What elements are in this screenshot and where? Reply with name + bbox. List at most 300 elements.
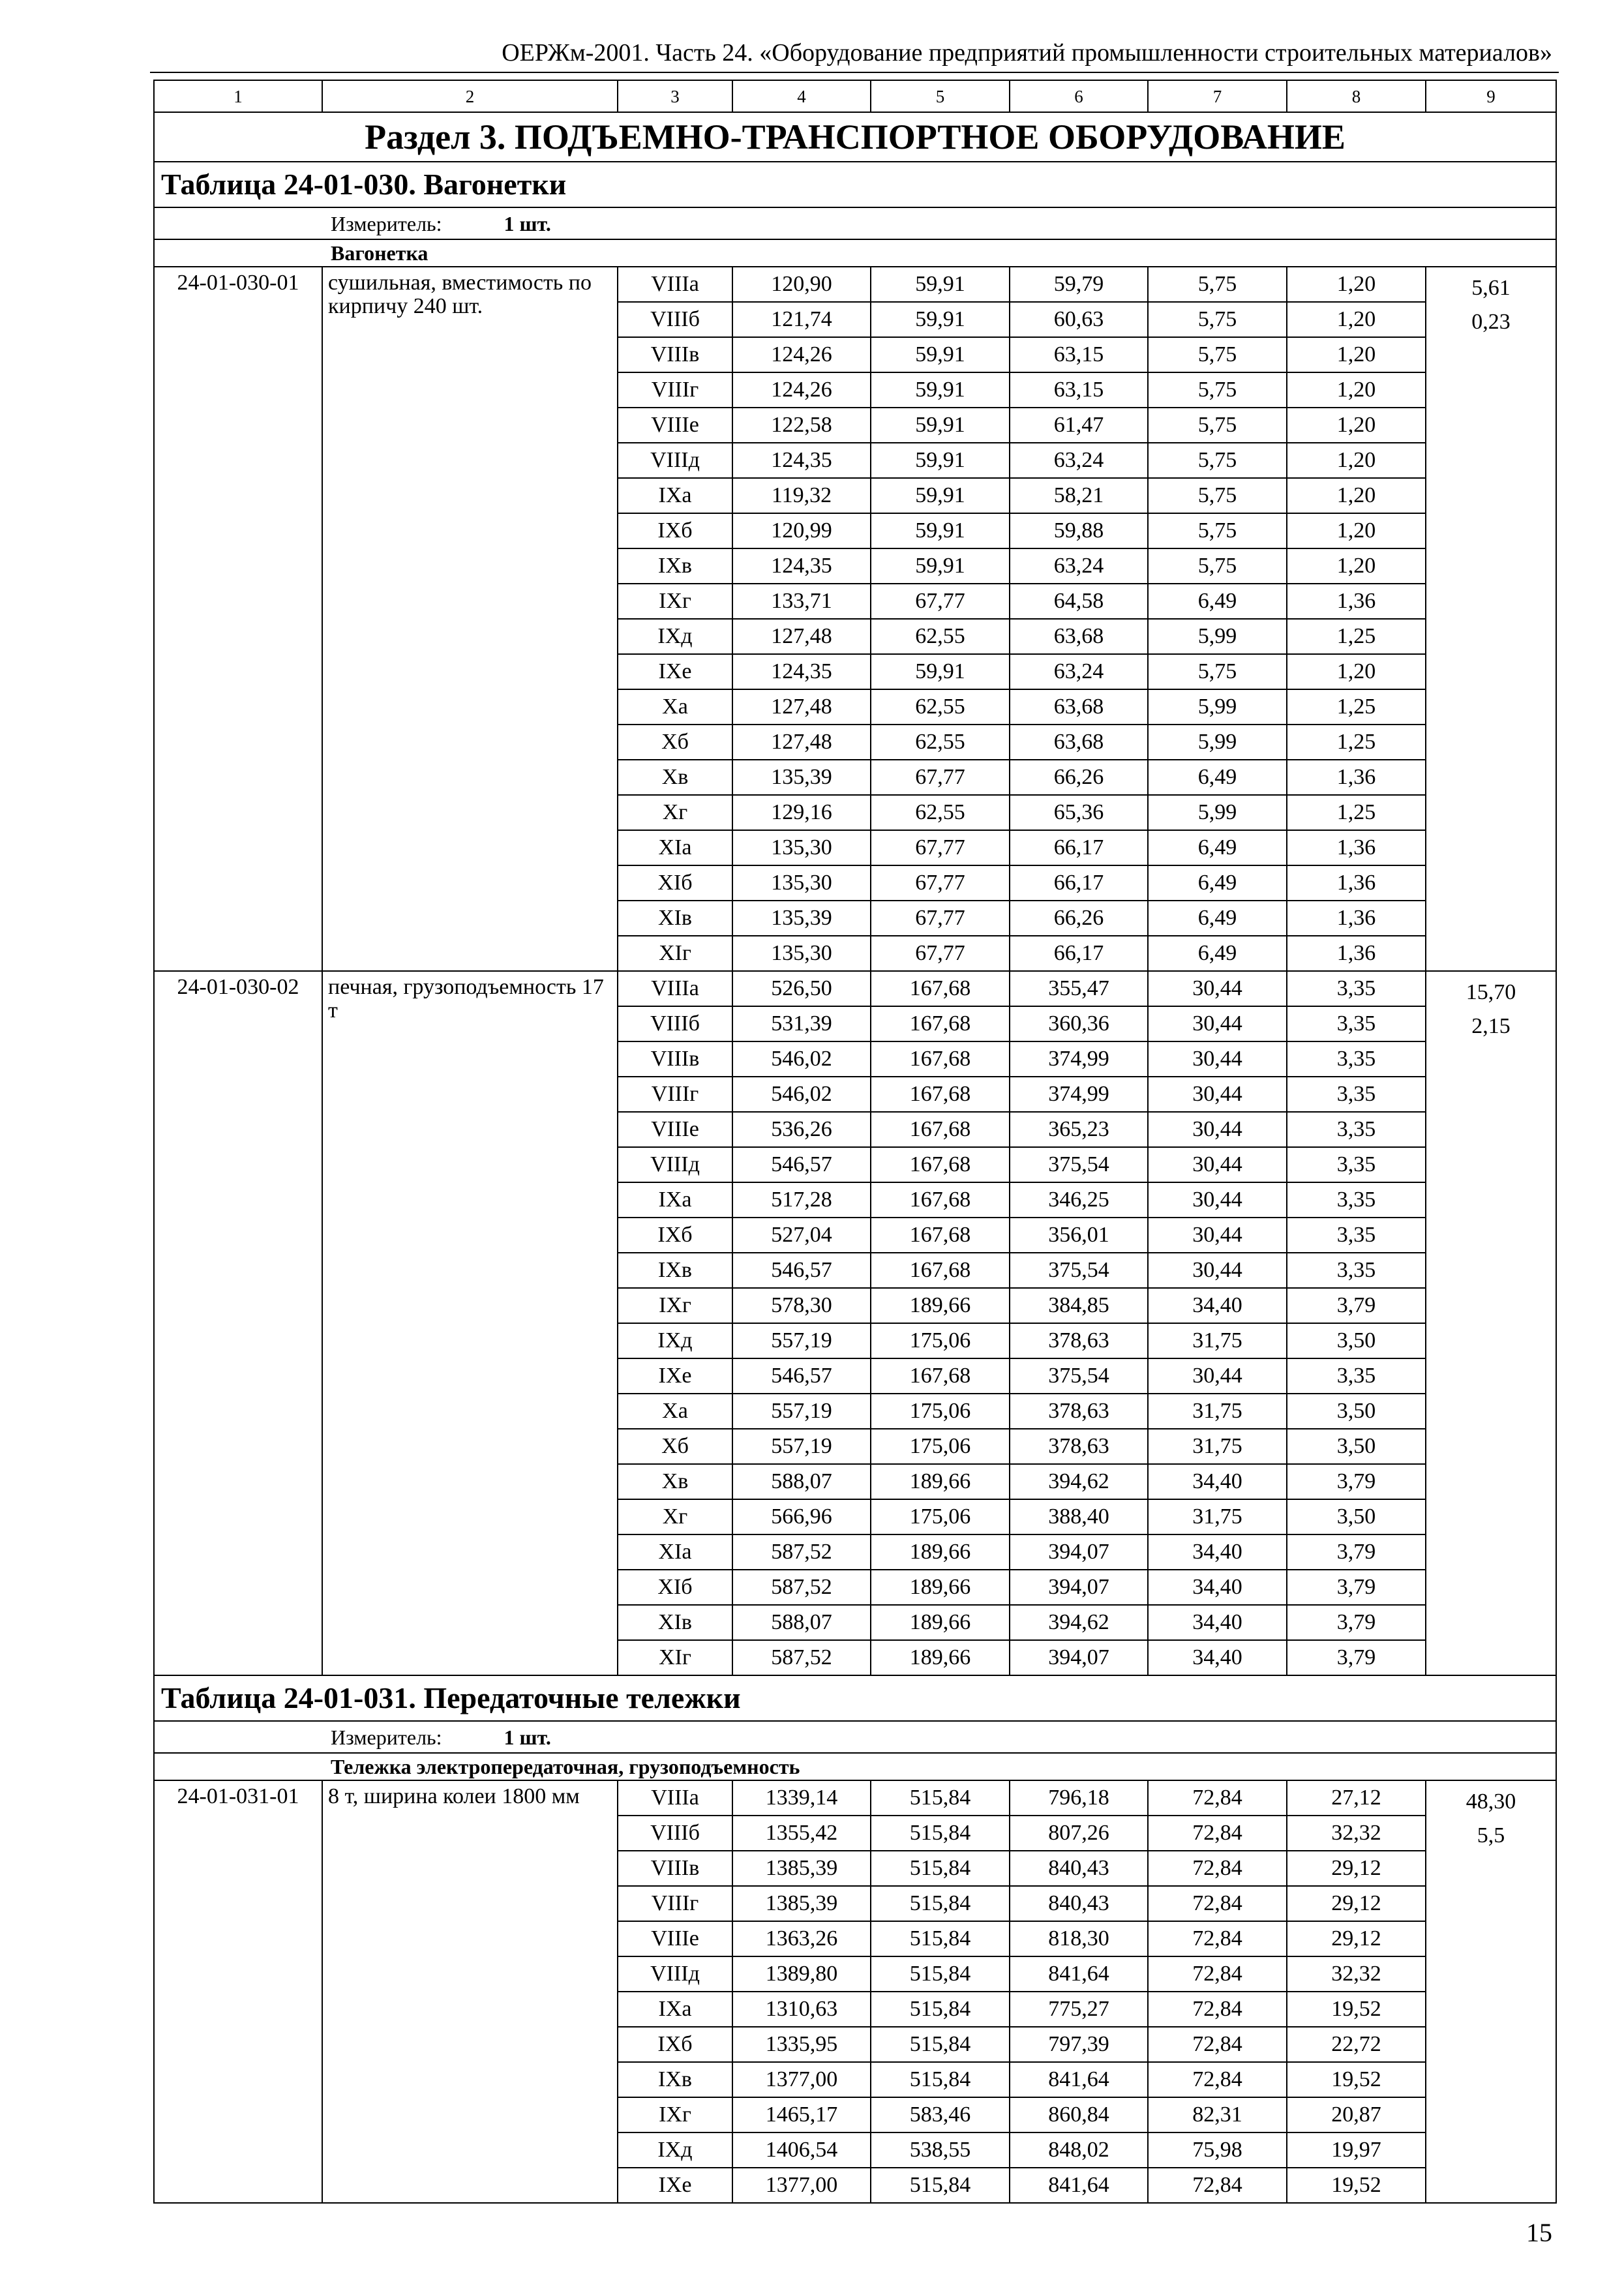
value-cell: 587,52: [732, 1640, 871, 1675]
value-cell: 19,52: [1287, 2062, 1426, 2097]
resource-value: 48,30: [1466, 1789, 1516, 1814]
value-cell: 5,99: [1148, 795, 1287, 830]
item-description: сушильная, вместимость по кирпичу 240 шт.: [322, 267, 618, 971]
value-cell: 1,20: [1287, 302, 1426, 337]
value-cell: 515,84: [871, 2062, 1010, 2097]
resource-value: 0,23: [1471, 310, 1511, 334]
value-cell: 72,84: [1148, 1956, 1287, 1992]
value-cell: 72,84: [1148, 2062, 1287, 2097]
value-cell: 67,77: [871, 936, 1010, 971]
class-cell: VIIIе: [618, 1112, 732, 1147]
value-cell: 1,36: [1287, 936, 1426, 971]
value-cell: 1,36: [1287, 865, 1426, 901]
value-cell: 31,75: [1148, 1429, 1287, 1464]
value-cell: 34,40: [1148, 1288, 1287, 1323]
value-cell: 588,07: [732, 1464, 871, 1499]
value-cell: 63,68: [1010, 725, 1148, 760]
column-number: 8: [1287, 80, 1426, 112]
value-cell: 59,91: [871, 372, 1010, 408]
value-cell: 807,26: [1010, 1816, 1148, 1851]
value-cell: 124,35: [732, 443, 871, 478]
value-cell: 175,06: [871, 1394, 1010, 1429]
value-cell: 167,68: [871, 1006, 1010, 1041]
class-cell: IXд: [618, 619, 732, 654]
value-cell: 133,71: [732, 584, 871, 619]
class-cell: XIа: [618, 830, 732, 865]
value-cell: 394,07: [1010, 1534, 1148, 1570]
class-cell: Xг: [618, 1499, 732, 1534]
value-cell: 30,44: [1148, 1182, 1287, 1218]
value-cell: 30,44: [1148, 1147, 1287, 1182]
value-cell: 374,99: [1010, 1077, 1148, 1112]
column-number: 2: [322, 80, 618, 112]
value-cell: 355,47: [1010, 971, 1148, 1006]
value-cell: 64,58: [1010, 584, 1148, 619]
value-cell: 135,30: [732, 936, 871, 971]
value-cell: 6,49: [1148, 830, 1287, 865]
value-cell: 5,99: [1148, 619, 1287, 654]
value-cell: 1377,00: [732, 2062, 871, 2097]
value-cell: 841,64: [1010, 1956, 1148, 1992]
value-cell: 3,35: [1287, 1006, 1426, 1041]
value-cell: 797,39: [1010, 2027, 1148, 2062]
value-cell: 59,91: [871, 654, 1010, 689]
value-cell: 5,99: [1148, 689, 1287, 725]
column-number: 9: [1426, 80, 1556, 112]
value-cell: 59,91: [871, 267, 1010, 302]
value-cell: 5,75: [1148, 337, 1287, 372]
value-cell: 189,66: [871, 1640, 1010, 1675]
class-cell: VIIIб: [618, 302, 732, 337]
value-cell: 557,19: [732, 1429, 871, 1464]
value-cell: 841,64: [1010, 2168, 1148, 2203]
value-cell: 1465,17: [732, 2097, 871, 2132]
value-cell: 167,68: [871, 1147, 1010, 1182]
value-cell: 1385,39: [732, 1886, 871, 1921]
class-cell: VIIIд: [618, 1147, 732, 1182]
value-cell: 1,20: [1287, 478, 1426, 513]
value-cell: 3,50: [1287, 1429, 1426, 1464]
value-cell: 19,52: [1287, 1992, 1426, 2027]
class-cell: Xб: [618, 725, 732, 760]
value-cell: 394,62: [1010, 1464, 1148, 1499]
value-cell: 1,25: [1287, 619, 1426, 654]
value-cell: 30,44: [1148, 1041, 1287, 1077]
value-cell: 378,63: [1010, 1323, 1148, 1358]
value-cell: 72,84: [1148, 2027, 1287, 2062]
value-cell: 127,48: [732, 619, 871, 654]
meter-label: Измеритель:: [331, 211, 442, 235]
value-cell: 67,77: [871, 584, 1010, 619]
meter-cell: [154, 207, 1556, 239]
value-cell: 29,12: [1287, 1886, 1426, 1921]
class-cell: IXг: [618, 2097, 732, 2132]
value-cell: 135,30: [732, 865, 871, 901]
value-cell: 1,20: [1287, 654, 1426, 689]
class-cell: XIб: [618, 865, 732, 901]
value-cell: 515,84: [871, 1992, 1010, 2027]
value-cell: 189,66: [871, 1570, 1010, 1605]
value-cell: 124,26: [732, 337, 871, 372]
value-cell: 1,36: [1287, 901, 1426, 936]
value-cell: 189,66: [871, 1534, 1010, 1570]
value-cell: 1,25: [1287, 689, 1426, 725]
class-cell: IXе: [618, 1358, 732, 1394]
value-cell: 59,79: [1010, 267, 1148, 302]
value-cell: 546,57: [732, 1147, 871, 1182]
meter-row: [154, 1721, 1556, 1753]
value-cell: 82,31: [1148, 2097, 1287, 2132]
value-cell: 3,79: [1287, 1570, 1426, 1605]
value-cell: 29,12: [1287, 1921, 1426, 1956]
value-cell: 67,77: [871, 865, 1010, 901]
value-cell: 5,75: [1148, 372, 1287, 408]
value-cell: 67,77: [871, 760, 1010, 795]
value-cell: 515,84: [871, 1886, 1010, 1921]
value-cell: 1,36: [1287, 830, 1426, 865]
value-cell: 32,32: [1287, 1816, 1426, 1851]
class-cell: Xб: [618, 1429, 732, 1464]
value-cell: 515,84: [871, 2168, 1010, 2203]
value-cell: 3,79: [1287, 1605, 1426, 1640]
table-row: [154, 1780, 1556, 1816]
value-cell: 848,02: [1010, 2132, 1148, 2168]
value-cell: 5,75: [1148, 443, 1287, 478]
value-cell: 72,84: [1148, 1816, 1287, 1851]
value-cell: 63,24: [1010, 654, 1148, 689]
value-cell: 135,39: [732, 760, 871, 795]
value-cell: 30,44: [1148, 1077, 1287, 1112]
value-cell: 515,84: [871, 2027, 1010, 2062]
value-cell: 3,35: [1287, 1041, 1426, 1077]
class-cell: XIг: [618, 936, 732, 971]
class-cell: XIа: [618, 1534, 732, 1570]
value-cell: 1310,63: [732, 1992, 871, 2027]
value-cell: 515,84: [871, 1851, 1010, 1886]
column-number: 4: [732, 80, 871, 112]
value-cell: 3,50: [1287, 1394, 1426, 1429]
value-cell: 59,91: [871, 408, 1010, 443]
value-cell: 72,84: [1148, 1886, 1287, 1921]
value-cell: 566,96: [732, 1499, 871, 1534]
value-cell: 587,52: [732, 1534, 871, 1570]
class-cell: IXб: [618, 2027, 732, 2062]
value-cell: 3,35: [1287, 1182, 1426, 1218]
resource-value: 5,61: [1471, 276, 1511, 300]
item-description: 8 т, ширина колеи 1800 мм: [322, 1780, 618, 2203]
value-cell: 135,30: [732, 830, 871, 865]
class-cell: Xв: [618, 1464, 732, 1499]
class-cell: Xг: [618, 795, 732, 830]
item-code: 24-01-030-01: [154, 267, 322, 971]
value-cell: 796,18: [1010, 1780, 1148, 1816]
item-code: 24-01-031-01: [154, 1780, 322, 2203]
resource-cell: [1426, 267, 1556, 971]
value-cell: 557,19: [732, 1394, 871, 1429]
value-cell: 19,97: [1287, 2132, 1426, 2168]
item-description: печная, грузоподъемность 17 т: [322, 971, 618, 1675]
value-cell: 60,63: [1010, 302, 1148, 337]
value-cell: 6,49: [1148, 760, 1287, 795]
value-cell: 536,26: [732, 1112, 871, 1147]
table-title: Таблица 24-01-030. Вагонетки: [154, 162, 1556, 207]
resource-cell: [1426, 971, 1556, 1675]
value-cell: 374,99: [1010, 1041, 1148, 1077]
value-cell: 30,44: [1148, 1112, 1287, 1147]
value-cell: 72,84: [1148, 1992, 1287, 2027]
value-cell: 167,68: [871, 1077, 1010, 1112]
value-cell: 66,17: [1010, 830, 1148, 865]
value-cell: 34,40: [1148, 1570, 1287, 1605]
value-cell: 6,49: [1148, 865, 1287, 901]
value-cell: 378,63: [1010, 1394, 1148, 1429]
value-cell: 360,36: [1010, 1006, 1148, 1041]
value-cell: 394,07: [1010, 1640, 1148, 1675]
value-cell: 1,20: [1287, 267, 1426, 302]
value-cell: 67,77: [871, 901, 1010, 936]
class-cell: IXб: [618, 513, 732, 548]
value-cell: 3,35: [1287, 971, 1426, 1006]
value-cell: 1,20: [1287, 408, 1426, 443]
class-cell: IXа: [618, 1992, 732, 2027]
value-cell: 59,91: [871, 302, 1010, 337]
value-cell: 538,55: [871, 2132, 1010, 2168]
value-cell: 394,62: [1010, 1605, 1148, 1640]
value-cell: 75,98: [1148, 2132, 1287, 2168]
class-cell: IXе: [618, 654, 732, 689]
class-cell: VIIIв: [618, 1851, 732, 1886]
value-cell: 5,99: [1148, 725, 1287, 760]
value-cell: 860,84: [1010, 2097, 1148, 2132]
value-cell: 27,12: [1287, 1780, 1426, 1816]
header-rule: [150, 72, 1559, 73]
meter-value: 1 шт.: [504, 211, 551, 235]
value-cell: 546,02: [732, 1077, 871, 1112]
value-cell: 375,54: [1010, 1358, 1148, 1394]
value-cell: 59,91: [871, 478, 1010, 513]
value-cell: 72,84: [1148, 1851, 1287, 1886]
column-number-row: [154, 80, 1556, 112]
value-cell: 375,54: [1010, 1147, 1148, 1182]
price-table: [153, 80, 1557, 2204]
class-cell: IXг: [618, 584, 732, 619]
column-number: 7: [1148, 80, 1287, 112]
value-cell: 30,44: [1148, 1253, 1287, 1288]
value-cell: 517,28: [732, 1182, 871, 1218]
class-cell: IXе: [618, 2168, 732, 2203]
value-cell: 3,50: [1287, 1499, 1426, 1534]
value-cell: 840,43: [1010, 1851, 1148, 1886]
value-cell: 3,35: [1287, 1077, 1426, 1112]
value-cell: 167,68: [871, 1041, 1010, 1077]
value-cell: 515,84: [871, 1921, 1010, 1956]
value-cell: 121,74: [732, 302, 871, 337]
value-cell: 59,91: [871, 513, 1010, 548]
value-cell: 62,55: [871, 689, 1010, 725]
value-cell: 66,26: [1010, 760, 1148, 795]
class-cell: IXд: [618, 2132, 732, 2168]
value-cell: 5,75: [1148, 513, 1287, 548]
value-cell: 3,79: [1287, 1288, 1426, 1323]
value-cell: 546,02: [732, 1041, 871, 1077]
subtitle-row: [154, 239, 1556, 267]
value-cell: 30,44: [1148, 1358, 1287, 1394]
class-cell: IXб: [618, 1218, 732, 1253]
value-cell: 1,20: [1287, 513, 1426, 548]
value-cell: 19,52: [1287, 2168, 1426, 2203]
value-cell: 124,35: [732, 654, 871, 689]
value-cell: 34,40: [1148, 1464, 1287, 1499]
value-cell: 63,68: [1010, 619, 1148, 654]
class-cell: VIIIд: [618, 443, 732, 478]
value-cell: 557,19: [732, 1323, 871, 1358]
value-cell: 841,64: [1010, 2062, 1148, 2097]
value-cell: 30,44: [1148, 971, 1287, 1006]
value-cell: 3,35: [1287, 1147, 1426, 1182]
value-cell: 375,54: [1010, 1253, 1148, 1288]
value-cell: 388,40: [1010, 1499, 1148, 1534]
value-cell: 59,88: [1010, 513, 1148, 548]
resource-cell: [1426, 1780, 1556, 2203]
value-cell: 6,49: [1148, 584, 1287, 619]
value-cell: 29,12: [1287, 1851, 1426, 1886]
value-cell: 1,20: [1287, 372, 1426, 408]
value-cell: 531,39: [732, 1006, 871, 1041]
value-cell: 167,68: [871, 1218, 1010, 1253]
value-cell: 515,84: [871, 1956, 1010, 1992]
value-cell: 3,79: [1287, 1640, 1426, 1675]
value-cell: 356,01: [1010, 1218, 1148, 1253]
resource-value: 5,5: [1477, 1823, 1505, 1848]
column-number: 1: [154, 80, 322, 112]
value-cell: 127,48: [732, 689, 871, 725]
meter-row: [154, 207, 1556, 239]
value-cell: 818,30: [1010, 1921, 1148, 1956]
resource-value: 15,70: [1466, 980, 1516, 1004]
value-cell: 31,75: [1148, 1323, 1287, 1358]
value-cell: 167,68: [871, 971, 1010, 1006]
value-cell: 63,15: [1010, 337, 1148, 372]
value-cell: 72,84: [1148, 2168, 1287, 2203]
value-cell: 63,68: [1010, 689, 1148, 725]
value-cell: 63,15: [1010, 372, 1148, 408]
value-cell: 175,06: [871, 1499, 1010, 1534]
value-cell: 66,17: [1010, 865, 1148, 901]
value-cell: 840,43: [1010, 1886, 1148, 1921]
value-cell: 1,25: [1287, 795, 1426, 830]
class-cell: VIIIд: [618, 1956, 732, 1992]
table-row: [154, 267, 1556, 302]
class-cell: VIIIв: [618, 1041, 732, 1077]
value-cell: 167,68: [871, 1112, 1010, 1147]
resource-value: 2,15: [1471, 1014, 1511, 1038]
class-cell: VIIIе: [618, 408, 732, 443]
class-cell: IXд: [618, 1323, 732, 1358]
value-cell: 175,06: [871, 1429, 1010, 1464]
value-cell: 365,23: [1010, 1112, 1148, 1147]
class-cell: VIIIа: [618, 267, 732, 302]
column-number: 3: [618, 80, 732, 112]
value-cell: 378,63: [1010, 1429, 1148, 1464]
value-cell: 59,91: [871, 337, 1010, 372]
value-cell: 63,24: [1010, 443, 1148, 478]
value-cell: 1,36: [1287, 760, 1426, 795]
table-title: Таблица 24-01-031. Передаточные тележки: [154, 1675, 1556, 1721]
value-cell: 587,52: [732, 1570, 871, 1605]
class-cell: IXг: [618, 1288, 732, 1323]
value-cell: 66,26: [1010, 901, 1148, 936]
value-cell: 72,84: [1148, 1921, 1287, 1956]
value-cell: 3,50: [1287, 1323, 1426, 1358]
value-cell: 34,40: [1148, 1534, 1287, 1570]
value-cell: 394,07: [1010, 1570, 1148, 1605]
value-cell: 66,17: [1010, 936, 1148, 971]
value-cell: 3,35: [1287, 1112, 1426, 1147]
value-cell: 1339,14: [732, 1780, 871, 1816]
class-cell: VIIIб: [618, 1816, 732, 1851]
value-cell: 127,48: [732, 725, 871, 760]
value-cell: 72,84: [1148, 1780, 1287, 1816]
value-cell: 346,25: [1010, 1182, 1148, 1218]
value-cell: 167,68: [871, 1182, 1010, 1218]
value-cell: 124,35: [732, 548, 871, 584]
class-cell: VIIIе: [618, 1921, 732, 1956]
class-cell: VIIIг: [618, 1886, 732, 1921]
value-cell: 135,39: [732, 901, 871, 936]
class-cell: IXа: [618, 478, 732, 513]
class-cell: XIб: [618, 1570, 732, 1605]
value-cell: 1335,95: [732, 2027, 871, 2062]
value-cell: 31,75: [1148, 1499, 1287, 1534]
value-cell: 578,30: [732, 1288, 871, 1323]
value-cell: 65,36: [1010, 795, 1148, 830]
page-header: ОЕРЖм-2001. Часть 24. «Оборудование предприятий промышленности строительных материалов»: [502, 39, 1552, 67]
page-number: 15: [1526, 2218, 1552, 2247]
value-cell: 1363,26: [732, 1921, 871, 1956]
class-cell: IXв: [618, 1253, 732, 1288]
value-cell: 588,07: [732, 1605, 871, 1640]
class-cell: XIв: [618, 1605, 732, 1640]
value-cell: 1406,54: [732, 2132, 871, 2168]
class-cell: XIв: [618, 901, 732, 936]
class-cell: Xв: [618, 760, 732, 795]
value-cell: 5,75: [1148, 478, 1287, 513]
value-cell: 775,27: [1010, 1992, 1148, 2027]
value-cell: 546,57: [732, 1358, 871, 1394]
value-cell: 63,24: [1010, 548, 1148, 584]
section-row: [154, 112, 1556, 162]
value-cell: 6,49: [1148, 901, 1287, 936]
value-cell: 120,99: [732, 513, 871, 548]
column-number: 5: [871, 80, 1010, 112]
value-cell: 1,20: [1287, 337, 1426, 372]
value-cell: 515,84: [871, 1780, 1010, 1816]
class-cell: VIIIг: [618, 372, 732, 408]
value-cell: 3,35: [1287, 1253, 1426, 1288]
value-cell: 6,49: [1148, 936, 1287, 971]
value-cell: 526,50: [732, 971, 871, 1006]
class-cell: VIIIа: [618, 1780, 732, 1816]
subtitle-row: [154, 1753, 1556, 1780]
class-cell: VIIIг: [618, 1077, 732, 1112]
class-cell: IXв: [618, 548, 732, 584]
value-cell: 122,58: [732, 408, 871, 443]
value-cell: 3,35: [1287, 1358, 1426, 1394]
value-cell: 22,72: [1287, 2027, 1426, 2062]
value-cell: 5,75: [1148, 302, 1287, 337]
value-cell: 1355,42: [732, 1816, 871, 1851]
value-cell: 120,90: [732, 267, 871, 302]
